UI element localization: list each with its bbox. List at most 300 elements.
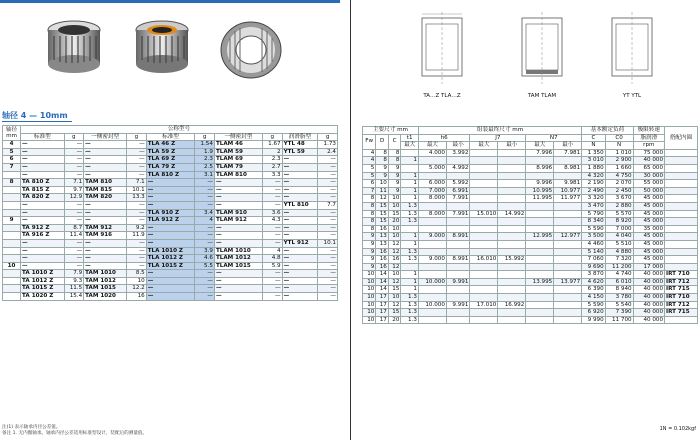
cell-0: 8 xyxy=(363,218,376,226)
cell-2: 20 xyxy=(388,316,401,324)
cell-13 xyxy=(665,210,698,218)
cell-5 xyxy=(446,218,470,226)
cell-m2: — xyxy=(127,255,147,263)
cell-9 xyxy=(554,316,582,324)
cell-1: 15 xyxy=(376,202,389,210)
cell-8 xyxy=(526,256,554,264)
cell-d xyxy=(3,270,21,278)
cell-m2: — xyxy=(127,247,147,255)
footnote-2: 备注 1. 无内圈轴承。轴承内径公差适用标准型设计，装配后的测量值。 xyxy=(2,431,148,436)
cell-c4: — xyxy=(214,232,262,240)
cell-d xyxy=(3,171,21,179)
cell-3: 1 xyxy=(401,286,419,294)
cell-13 xyxy=(665,248,698,256)
cell-7 xyxy=(498,271,526,279)
cell-11: 4 750 xyxy=(605,172,633,180)
cell-6 xyxy=(470,149,498,157)
cell-c4: — xyxy=(214,179,262,187)
cell-m5: — xyxy=(318,224,338,232)
cell-c1: TA 912 Z xyxy=(21,224,64,232)
cell-4 xyxy=(418,172,446,180)
cell-8 xyxy=(526,263,554,271)
cell-m2: 10 xyxy=(127,277,147,285)
cell-c1: — xyxy=(21,148,64,156)
cell-9 xyxy=(554,263,582,271)
cell-3: 1.3 xyxy=(401,294,419,302)
cell-c4: TLAM 810 xyxy=(214,171,262,179)
table-row xyxy=(3,262,338,270)
n7-max: 最大 xyxy=(526,142,554,150)
cell-c5: — xyxy=(282,217,318,225)
cell-m1: 9.7 xyxy=(64,186,84,194)
cell-m1: — xyxy=(64,262,84,270)
table-row xyxy=(363,263,698,271)
cell-c5: — xyxy=(282,156,318,164)
cell-9 xyxy=(554,172,582,180)
cell-13 xyxy=(665,180,698,188)
cell-11: 2 450 xyxy=(605,187,633,195)
table-row xyxy=(3,186,338,194)
cell-1: 12 xyxy=(376,195,389,203)
cell-3: 1 xyxy=(401,271,419,279)
cell-3: 1.3 xyxy=(401,202,419,210)
table-row xyxy=(363,286,698,294)
cell-12: 40 000 xyxy=(633,278,664,286)
cell-1: 14 xyxy=(376,286,389,294)
cell-4 xyxy=(418,294,446,302)
cell-10: 1 880 xyxy=(582,164,606,172)
cell-3: 1.3 xyxy=(401,256,419,264)
cell-m3: 3.9 xyxy=(195,247,215,255)
cell-m1: — xyxy=(64,148,84,156)
cell-12: 45 000 xyxy=(633,202,664,210)
cell-9: 13.977 xyxy=(554,278,582,286)
cell-0: 5 xyxy=(363,164,376,172)
cell-m1: — xyxy=(64,239,84,247)
cell-m3: — xyxy=(195,270,215,278)
cell-c1: TA 1015 Z xyxy=(21,285,64,293)
table-row xyxy=(363,240,698,248)
cell-6: 15.010 xyxy=(470,210,498,218)
cell-m3: 3.4 xyxy=(195,209,215,217)
cell-d xyxy=(3,293,21,301)
cell-6: 17.010 xyxy=(470,301,498,309)
cell-13 xyxy=(665,316,698,324)
cell-m5: — xyxy=(318,270,338,278)
cell-5 xyxy=(446,248,470,256)
cell-m4: — xyxy=(262,201,282,209)
cell-0: 10 xyxy=(363,316,376,324)
cell-m4: — xyxy=(262,270,282,278)
cell-c1: TA 1012 Z xyxy=(21,277,64,285)
cell-9 xyxy=(554,309,582,317)
cell-c2: TAM 1020 xyxy=(84,293,127,301)
cell-7 xyxy=(498,202,526,210)
cell-m1: — xyxy=(64,217,84,225)
cell-4 xyxy=(418,240,446,248)
cell-4: 9.000 xyxy=(418,256,446,264)
cell-c1: — xyxy=(21,247,64,255)
cell-2: 15 xyxy=(388,210,401,218)
cell-0: 6 xyxy=(363,180,376,188)
cell-c3: TLA 1012 Z xyxy=(146,255,195,263)
cell-d xyxy=(3,255,21,263)
cell-7 xyxy=(498,233,526,241)
drawn-cup-bearing-photo-1 xyxy=(42,18,106,78)
cell-5 xyxy=(446,294,470,302)
cell-c3: TLA 910 Z xyxy=(146,209,195,217)
cell-m5: — xyxy=(318,171,338,179)
cell-13: IRT 715 xyxy=(665,309,698,317)
cell-m3: — xyxy=(195,285,215,293)
speed-header: 极限转速 xyxy=(633,127,664,135)
cell-4 xyxy=(418,271,446,279)
cell-7 xyxy=(498,172,526,180)
cell-2: 10 xyxy=(388,233,401,241)
cell-c4: — xyxy=(214,186,262,194)
cell-6 xyxy=(470,225,498,233)
cell-11: 2 070 xyxy=(605,180,633,188)
cell-6 xyxy=(470,157,498,165)
cell-d: 6 xyxy=(3,156,21,164)
cell-m1: — xyxy=(64,209,84,217)
cell-m5: — xyxy=(318,262,338,270)
cell-c2: TAM 1012 xyxy=(84,277,127,285)
cell-c1: — xyxy=(21,255,64,263)
right-dimension-table xyxy=(362,126,698,324)
cell-m5: — xyxy=(318,217,338,225)
cell-c2: — xyxy=(84,163,127,171)
cell-m2: 13.3 xyxy=(127,194,147,202)
cell-m3: 3.1 xyxy=(195,171,215,179)
cell-c3: — xyxy=(146,293,195,301)
cell-c5: — xyxy=(282,262,318,270)
diagram-label-3: YT YTL xyxy=(622,93,642,99)
cell-c5: — xyxy=(282,293,318,301)
cell-11: 2 880 xyxy=(605,202,633,210)
cell-c2: — xyxy=(84,141,127,149)
cell-2: 12 xyxy=(388,248,401,256)
cell-7 xyxy=(498,218,526,226)
cell-9 xyxy=(554,240,582,248)
cell-6: 16.010 xyxy=(470,256,498,264)
cell-7 xyxy=(498,309,526,317)
cell-m1: 9.3 xyxy=(64,277,84,285)
j7-header: J7 xyxy=(470,134,526,142)
group-header: 公称型号 xyxy=(21,126,338,134)
cell-5: 4.992 xyxy=(446,164,470,172)
cell-8 xyxy=(526,202,554,210)
table-row xyxy=(3,277,338,285)
cell-c5: — xyxy=(282,255,318,263)
cell-m3: 4.6 xyxy=(195,255,215,263)
cell-0: 9 xyxy=(363,256,376,264)
cell-m2: — xyxy=(127,141,147,149)
table-row xyxy=(363,233,698,241)
cell-7 xyxy=(498,316,526,324)
cell-m3: — xyxy=(195,232,215,240)
cell-c3: — xyxy=(146,239,195,247)
cell-12: 30 000 xyxy=(633,172,664,180)
cell-m5: — xyxy=(318,247,338,255)
cell-13 xyxy=(665,195,698,203)
cell-c1: TA 1020 Z xyxy=(21,293,64,301)
cell-2: 12 xyxy=(388,240,401,248)
cell-0: 8 xyxy=(363,225,376,233)
cell-13: IRT 715 xyxy=(665,286,698,294)
cell-7: 16.992 xyxy=(498,301,526,309)
cell-c4: — xyxy=(214,285,262,293)
cell-3: 1 xyxy=(401,172,419,180)
cell-c3: — xyxy=(146,179,195,187)
cell-11: 5 540 xyxy=(605,301,633,309)
cell-c3: TLA 1010 Z xyxy=(146,247,195,255)
cell-m2: — xyxy=(127,163,147,171)
cell-2: 15 xyxy=(388,286,401,294)
cell-8: 11.995 xyxy=(526,195,554,203)
cell-2: 12 xyxy=(388,263,401,271)
cell-1: 16 xyxy=(376,225,389,233)
cell-m5: — xyxy=(318,163,338,171)
cell-2: 9 xyxy=(388,180,401,188)
cell-13: IRT 712 xyxy=(665,301,698,309)
cell-6 xyxy=(470,218,498,226)
cell-11: 4 040 xyxy=(605,233,633,241)
cell-1: 16 xyxy=(376,256,389,264)
cell-1: 15 xyxy=(376,218,389,226)
cell-3: 1.3 xyxy=(401,218,419,226)
cell-13 xyxy=(665,263,698,271)
cell-m3: — xyxy=(195,293,215,301)
cell-1: 9 xyxy=(376,172,389,180)
cell-4: 5.000 xyxy=(418,164,446,172)
cell-0: 9 xyxy=(363,240,376,248)
cell-4 xyxy=(418,157,446,165)
cell-4 xyxy=(418,263,446,271)
cell-9: 12.977 xyxy=(554,233,582,241)
cell-10: 3 500 xyxy=(582,233,606,241)
table-row xyxy=(3,141,338,149)
cell-c3: — xyxy=(146,201,195,209)
cell-d: 8 xyxy=(3,179,21,187)
cell-1: 9 xyxy=(376,164,389,172)
cell-0: 9 xyxy=(363,233,376,241)
cell-0: 8 xyxy=(363,195,376,203)
right-page xyxy=(362,0,700,440)
cell-c3: TLA 79 Z xyxy=(146,163,195,171)
table-row xyxy=(3,293,338,301)
cell-c2: — xyxy=(84,255,127,263)
cell-c3: TLA 59 Z xyxy=(146,148,195,156)
cell-5: 5.992 xyxy=(446,180,470,188)
cell-10: 4 320 xyxy=(582,172,606,180)
cell-d xyxy=(3,285,21,293)
cell-m3: — xyxy=(195,277,215,285)
cell-1: 17 xyxy=(376,309,389,317)
cell-5 xyxy=(446,202,470,210)
cell-10: 4 620 xyxy=(582,278,606,286)
cell-1: 13 xyxy=(376,233,389,241)
cell-c4: TLAM 46 xyxy=(214,141,262,149)
cell-8 xyxy=(526,157,554,165)
cell-m3: — xyxy=(195,194,215,202)
table-row xyxy=(3,255,338,263)
cell-6 xyxy=(470,316,498,324)
footnote-1: 注(1) 表示轴承内径公差值。 xyxy=(2,425,61,430)
cell-c4: TLAM 910 xyxy=(214,209,262,217)
cell-m2: 7.1 xyxy=(127,179,147,187)
cell-9 xyxy=(554,157,582,165)
cell-10: 6 390 xyxy=(582,286,606,294)
cell-6 xyxy=(470,271,498,279)
cell-c3: TLA 1015 Z xyxy=(146,262,195,270)
cell-5: 8.991 xyxy=(446,256,470,264)
cell-4: 8.000 xyxy=(418,210,446,218)
cell-m5: — xyxy=(318,232,338,240)
col-lubricated: 润滑脂型 xyxy=(282,133,318,141)
table-row xyxy=(363,210,698,218)
cell-c4: — xyxy=(214,277,262,285)
cell-m2: — xyxy=(127,239,147,247)
cell-4 xyxy=(418,316,446,324)
cell-7 xyxy=(498,187,526,195)
cell-3: 1 xyxy=(401,278,419,286)
cell-12: 40 000 xyxy=(633,316,664,324)
cell-m4: 2.7 xyxy=(262,163,282,171)
cell-8 xyxy=(526,316,554,324)
cell-d: 9 xyxy=(3,217,21,225)
inner-ring-header: 搭配内圈 xyxy=(665,127,698,150)
cell-2: 12 xyxy=(388,301,401,309)
cell-c1: — xyxy=(21,163,64,171)
cell-3 xyxy=(401,225,419,233)
cell-2: 10 xyxy=(388,271,401,279)
cell-5 xyxy=(446,271,470,279)
main-dims-header: 主要尺寸 mm xyxy=(363,127,419,135)
cell-m3: — xyxy=(195,186,215,194)
cell-9 xyxy=(554,225,582,233)
cell-m1: 7.1 xyxy=(64,179,84,187)
cell-c2: TAM 820 xyxy=(84,194,127,202)
cell-c4: — xyxy=(214,239,262,247)
cell-10: 3 870 xyxy=(582,271,606,279)
table-row xyxy=(3,148,338,156)
cell-9 xyxy=(554,248,582,256)
cell-9: 8.981 xyxy=(554,164,582,172)
cell-c5: — xyxy=(282,194,318,202)
cell-c1: — xyxy=(21,209,64,217)
col-standard2: 标准型 xyxy=(146,133,195,141)
shaft-col-header: 轴径 mm xyxy=(3,126,21,141)
cell-0: 9 xyxy=(363,263,376,271)
table-row xyxy=(363,195,698,203)
cell-8: 10.995 xyxy=(526,187,554,195)
table-row xyxy=(363,202,698,210)
cell-m3: 2.3 xyxy=(195,156,215,164)
h6-max: 最大 xyxy=(418,142,446,150)
cell-m4: — xyxy=(262,285,282,293)
table-row xyxy=(3,156,338,164)
col-mass4: g xyxy=(262,133,282,141)
cell-m5: 7.7 xyxy=(318,201,338,209)
table-row xyxy=(363,256,698,264)
cell-m1: — xyxy=(64,141,84,149)
cell-12: 45 000 xyxy=(633,240,664,248)
cell-1: 16 xyxy=(376,248,389,256)
cell-10: 9 990 xyxy=(582,316,606,324)
cell-d xyxy=(3,194,21,202)
cell-6 xyxy=(470,172,498,180)
cell-8 xyxy=(526,210,554,218)
cell-m4: — xyxy=(262,186,282,194)
cell-1: 14 xyxy=(376,271,389,279)
table-row xyxy=(3,224,338,232)
cell-c3: TLA 912 Z xyxy=(146,217,195,225)
left-model-table xyxy=(2,125,338,301)
cell-7 xyxy=(498,263,526,271)
cell-0: 5 xyxy=(363,172,376,180)
cell-8 xyxy=(526,301,554,309)
cell-7 xyxy=(498,157,526,165)
cell-3: 1.3 xyxy=(401,309,419,317)
diagram-label-2: TAM TLAM xyxy=(527,93,557,99)
cell-m5: — xyxy=(318,156,338,164)
cell-6 xyxy=(470,248,498,256)
cell-6 xyxy=(470,263,498,271)
cell-13 xyxy=(665,240,698,248)
drawn-cup-bearing-photo-2 xyxy=(130,18,194,78)
cell-12: 50 000 xyxy=(633,187,664,195)
cell-3 xyxy=(401,263,419,271)
cell-d: 5 xyxy=(3,148,21,156)
cell-11: 8 940 xyxy=(605,286,633,294)
cell-c1: — xyxy=(21,171,64,179)
cell-10: 9 690 xyxy=(582,263,606,271)
cell-7 xyxy=(498,225,526,233)
cell-d: 10 xyxy=(3,262,21,270)
cell-12: 40 000 xyxy=(633,294,664,302)
table-row xyxy=(3,171,338,179)
cell-5: 8.991 xyxy=(446,233,470,241)
cell-m1: — xyxy=(64,201,84,209)
cell-13 xyxy=(665,164,698,172)
table-row xyxy=(363,316,698,324)
cell-c5: YTL 59 xyxy=(282,148,318,156)
cell-3: 1.3 xyxy=(401,301,419,309)
table-row xyxy=(3,163,338,171)
cell-13 xyxy=(665,218,698,226)
cell-1: 8 xyxy=(376,149,389,157)
cell-2: 16 xyxy=(388,256,401,264)
table-row xyxy=(363,187,698,195)
cell-13 xyxy=(665,149,698,157)
table-row xyxy=(363,225,698,233)
cell-4 xyxy=(418,225,446,233)
cell-2: 10 xyxy=(388,225,401,233)
cell-m2: — xyxy=(127,148,147,156)
cell-5: 9.991 xyxy=(446,278,470,286)
cell-12: 17 000 xyxy=(633,263,664,271)
ta-tla-diagram xyxy=(412,8,472,88)
j7-max: 最大 xyxy=(470,142,498,150)
cell-3: 1 xyxy=(401,180,419,188)
cell-1: 15 xyxy=(376,210,389,218)
cell-m3: 5.5 xyxy=(195,262,215,270)
cell-10: 6 920 xyxy=(582,309,606,317)
cell-c1: — xyxy=(21,156,64,164)
cell-2: 8 xyxy=(388,149,401,157)
cell-c4: TLAM 1012 xyxy=(214,255,262,263)
